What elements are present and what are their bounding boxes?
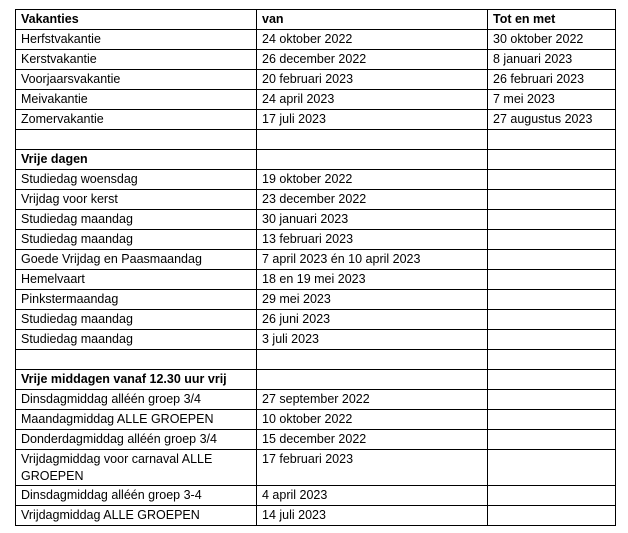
- spacer-row: [16, 130, 616, 150]
- vakantie-start: 17 juli 2023: [257, 110, 488, 130]
- table-row: [16, 250, 616, 270]
- vrije-dag-date: 30 januari 2023: [257, 210, 488, 230]
- vrije-dag-name: Vrijdag voor kerst: [16, 190, 257, 210]
- header-tot-en-met: Tot en met: [488, 10, 616, 30]
- vrije-middag-date: 14 juli 2023: [257, 506, 488, 526]
- vakantie-start: 20 februari 2023: [257, 70, 488, 90]
- table-row: [16, 210, 616, 230]
- vakantie-name: Meivakantie: [16, 90, 257, 110]
- table-row: [16, 486, 616, 506]
- table-row: [16, 410, 616, 430]
- vrije-dag-name: Studiedag maandag: [16, 330, 257, 350]
- table-row: [16, 270, 616, 290]
- vrije-middag-date: 17 februari 2023: [257, 450, 488, 486]
- vrije-dag-date: 18 en 19 mei 2023: [257, 270, 488, 290]
- vrije-dag-date: 3 juli 2023: [257, 330, 488, 350]
- vrije-dag-name: Studiedag maandag: [16, 310, 257, 330]
- vrije-dag-name: Studiedag maandag: [16, 230, 257, 250]
- spacer-row: [16, 350, 616, 370]
- vakantie-end: 7 mei 2023: [488, 90, 616, 110]
- vakantie-name: Voorjaarsvakantie: [16, 70, 257, 90]
- vrije-dag-date: 23 december 2022: [257, 190, 488, 210]
- vakantie-start: 24 oktober 2022: [257, 30, 488, 50]
- table-row: [16, 450, 616, 486]
- vrije-dag-name: Hemelvaart: [16, 270, 257, 290]
- table-row: [16, 170, 616, 190]
- vrije-dag-date: 19 oktober 2022: [257, 170, 488, 190]
- vakanties-header-row: [16, 10, 616, 30]
- table-row: [16, 310, 616, 330]
- vrije-dag-date: 13 februari 2023: [257, 230, 488, 250]
- vakantie-end: 27 augustus 2023: [488, 110, 616, 130]
- vrije-middag-date: 27 september 2022: [257, 390, 488, 410]
- vrije-middag-name: Dinsdagmiddag alléén groep 3-4: [16, 486, 257, 506]
- vrije-middag-name: Dinsdagmiddag alléén groep 3/4: [16, 390, 257, 410]
- vrije-dag-date: 29 mei 2023: [257, 290, 488, 310]
- header-van: van: [257, 10, 488, 30]
- vakantie-start: 26 december 2022: [257, 50, 488, 70]
- header-vakanties: Vakanties: [16, 10, 257, 30]
- vrije-dag-name: Studiedag woensdag: [16, 170, 257, 190]
- vakantie-start: 24 april 2023: [257, 90, 488, 110]
- table-row: [16, 30, 616, 50]
- vrije-dagen-header-row: [16, 150, 616, 170]
- header-vrije-dagen: Vrije dagen: [16, 150, 257, 170]
- vrije-middag-name: Maandagmiddag ALLE GROEPEN: [16, 410, 257, 430]
- vrije-middag-name: Vrijdagmiddag voor carnaval ALLE GROEPEN: [16, 450, 257, 486]
- vrije-middag-date: 15 december 2022: [257, 430, 488, 450]
- schedule-table: [15, 9, 616, 526]
- table-row: [16, 330, 616, 350]
- vakantie-name: Herfstvakantie: [16, 30, 257, 50]
- vrije-middag-date: 4 april 2023: [257, 486, 488, 506]
- table-row: [16, 190, 616, 210]
- vakantie-end: 26 februari 2023: [488, 70, 616, 90]
- header-vrije-middagen: Vrije middagen vanaf 12.30 uur vrij: [16, 370, 257, 390]
- vrije-dag-date: 7 april 2023 én 10 april 2023: [257, 250, 488, 270]
- table-row: [16, 50, 616, 70]
- vrije-middag-name: Donderdagmiddag alléén groep 3/4: [16, 430, 257, 450]
- vrije-middagen-header-row: [16, 370, 616, 390]
- table-row: [16, 70, 616, 90]
- table-row: [16, 430, 616, 450]
- vrije-dag-date: 26 juni 2023: [257, 310, 488, 330]
- vakantie-name: Zomervakantie: [16, 110, 257, 130]
- table-row: [16, 110, 616, 130]
- table-row: [16, 230, 616, 250]
- vakantie-end: 30 oktober 2022: [488, 30, 616, 50]
- vrije-middag-date: 10 oktober 2022: [257, 410, 488, 430]
- vrije-middag-name: Vrijdagmiddag ALLE GROEPEN: [16, 506, 257, 526]
- vakantie-name: Kerstvakantie: [16, 50, 257, 70]
- table-row: [16, 506, 616, 526]
- vrije-dag-name: Studiedag maandag: [16, 210, 257, 230]
- vrije-dag-name: Pinkstermaandag: [16, 290, 257, 310]
- table-row: [16, 290, 616, 310]
- table-row: [16, 90, 616, 110]
- vakantie-end: 8 januari 2023: [488, 50, 616, 70]
- table-row: [16, 390, 616, 410]
- vrije-dag-name: Goede Vrijdag en Paasmaandag: [16, 250, 257, 270]
